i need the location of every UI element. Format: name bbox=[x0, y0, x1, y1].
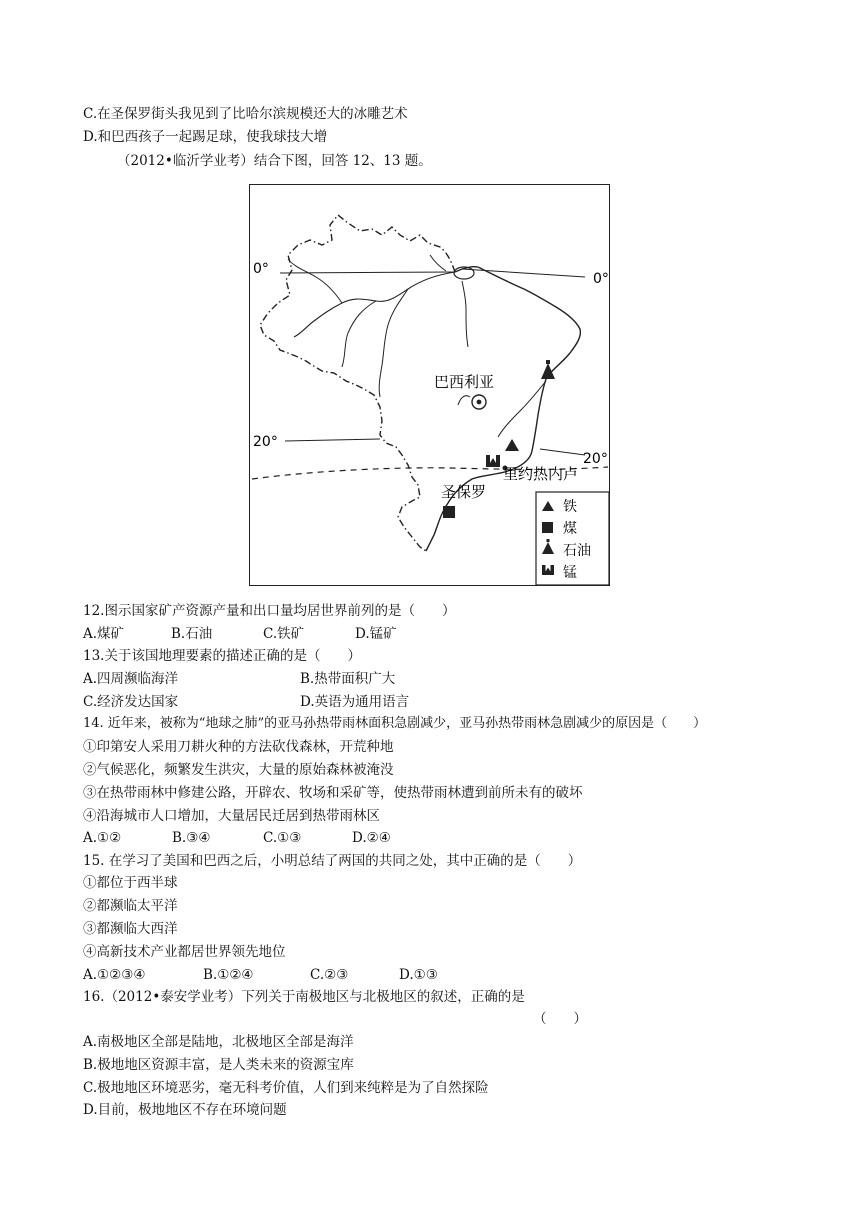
q12-option-c: C.铁矿 bbox=[263, 626, 305, 642]
q15-option-a: A.①②③④ bbox=[83, 967, 146, 983]
option-d-line: D.和巴西孩子一起踢足球，使我球技大增 bbox=[83, 129, 328, 145]
q15-option-b: B.①②④ bbox=[203, 967, 254, 983]
q16-option-a: A.南极地区全部是陆地，北极地区全部是海洋 bbox=[83, 1034, 354, 1050]
lat0-left-label: 0° bbox=[253, 261, 269, 277]
q15-item-2: ②都濒临太平洋 bbox=[83, 898, 178, 914]
coal-square-icon bbox=[443, 506, 455, 518]
q13-option-c: C.经济发达国家 bbox=[83, 694, 179, 710]
q16-option-c: C.极地地区环境恶劣，毫无科考价值，人们到来纯粹是为了自然探险 bbox=[83, 1080, 489, 1096]
river-tributary-3 bbox=[288, 259, 342, 303]
q14-option-c: C.①③ bbox=[263, 830, 302, 846]
equator-line-right bbox=[462, 269, 585, 277]
legend-label-coal: 煤 bbox=[563, 521, 577, 537]
q13-option-a: A.四周濒临海洋 bbox=[83, 671, 179, 687]
q15-stem: 15. 在学习了美国和巴西之后，小明总结了两国的共同之处，其中正确的是（ ） bbox=[83, 853, 582, 869]
river-tributary-2 bbox=[342, 301, 376, 367]
q15-item-1: ①都位于西半球 bbox=[83, 875, 178, 891]
q14-stem: 14. 近年来，被称为“地球之肺”的亚马孙热带雨林面积急剧减少，亚马孙热带雨林急剧减少的原因是（ ） bbox=[83, 716, 707, 731]
river-tocantins bbox=[462, 281, 468, 347]
capital-label: 巴西利亚 bbox=[434, 373, 495, 391]
q14-option-b: B.③④ bbox=[172, 830, 211, 846]
lat0-right-label: 0° bbox=[593, 271, 609, 287]
river-tributary-1 bbox=[379, 289, 408, 397]
q13-stem: 13.关于该国地理要素的描述正确的是（ ） bbox=[83, 648, 361, 664]
lat20-left-label: 20° bbox=[253, 434, 278, 450]
river-small bbox=[458, 396, 470, 405]
q12-option-b: B.石油 bbox=[171, 626, 213, 642]
lat20-right-label: 20° bbox=[583, 451, 608, 467]
lat20-line-left bbox=[285, 439, 380, 441]
manganese-icon bbox=[486, 455, 500, 467]
q12-option-a: A.煤矿 bbox=[83, 626, 125, 642]
q14-item-3: ③在热带雨林中修建公路，开辟农、牧场和采矿等，使热带雨林遭到前所未有的破坏 bbox=[83, 785, 583, 801]
q14-item-2: ②气候恶化，频繁发生洪灾，大量的原始森林被淹没 bbox=[83, 762, 394, 778]
option-c-line: C.在圣保罗街头我见到了比哈尔滨规模还大的冰雕艺术 bbox=[83, 106, 408, 122]
q16-option-b: B.极地地区资源丰富，是人类未来的资源宝库 bbox=[83, 1057, 354, 1073]
question-intro: （2012•临沂学业考）结合下图，回答 12、13 题。 bbox=[117, 153, 432, 169]
rio-label: 里约热内卢 bbox=[503, 465, 579, 483]
brazil-map-svg bbox=[250, 185, 611, 587]
q13-option-b: B.热带面积广大 bbox=[300, 671, 396, 687]
legend-label-iron: 铁 bbox=[563, 499, 577, 515]
q13-option-d: D.英语为通用语言 bbox=[300, 694, 410, 710]
river-north bbox=[430, 255, 446, 271]
legend-label-manganese: 锰 bbox=[563, 565, 577, 581]
saopaulo-label: 圣保罗 bbox=[441, 483, 487, 501]
q16-option-d: D.目前，极地地区不存在环境问题 bbox=[83, 1102, 287, 1118]
q12-stem: 12.图示国家矿产资源产量和出口量均居世界前列的是（ ） bbox=[83, 603, 456, 619]
q15-item-4: ④高新技术产业都居世界领先地位 bbox=[83, 944, 286, 960]
amazon-river bbox=[294, 272, 455, 337]
q16-answer-bracket: （ ） bbox=[533, 1011, 587, 1027]
q14-item-4: ④沿海城市人口增加，大量居民迁居到热带雨林区 bbox=[83, 808, 380, 824]
q15-option-d: D.①③ bbox=[399, 967, 438, 983]
q15-option-c: C.②③ bbox=[310, 967, 349, 983]
legend-label-oil: 石油 bbox=[563, 543, 591, 559]
q14-option-d: D.②④ bbox=[352, 830, 391, 846]
brazil-map bbox=[249, 184, 610, 586]
q16-stem: 16.（2012•泰安学业考）下列关于南极地区与北极地区的叙述，正确的是 bbox=[83, 989, 525, 1005]
capital-dot bbox=[477, 400, 482, 405]
q14-option-a: A.①② bbox=[83, 830, 122, 846]
q15-item-3: ③都濒临大西洋 bbox=[83, 921, 178, 937]
iron-triangle-icon bbox=[505, 439, 519, 451]
q14-item-1: ①印第安人采用刀耕火种的方法砍伐森林，开荒种地 bbox=[83, 739, 394, 755]
legend-square-icon bbox=[542, 522, 553, 533]
land-border bbox=[260, 215, 455, 551]
q12-option-d: D.锰矿 bbox=[355, 626, 397, 642]
lat20-line-right bbox=[540, 449, 585, 455]
